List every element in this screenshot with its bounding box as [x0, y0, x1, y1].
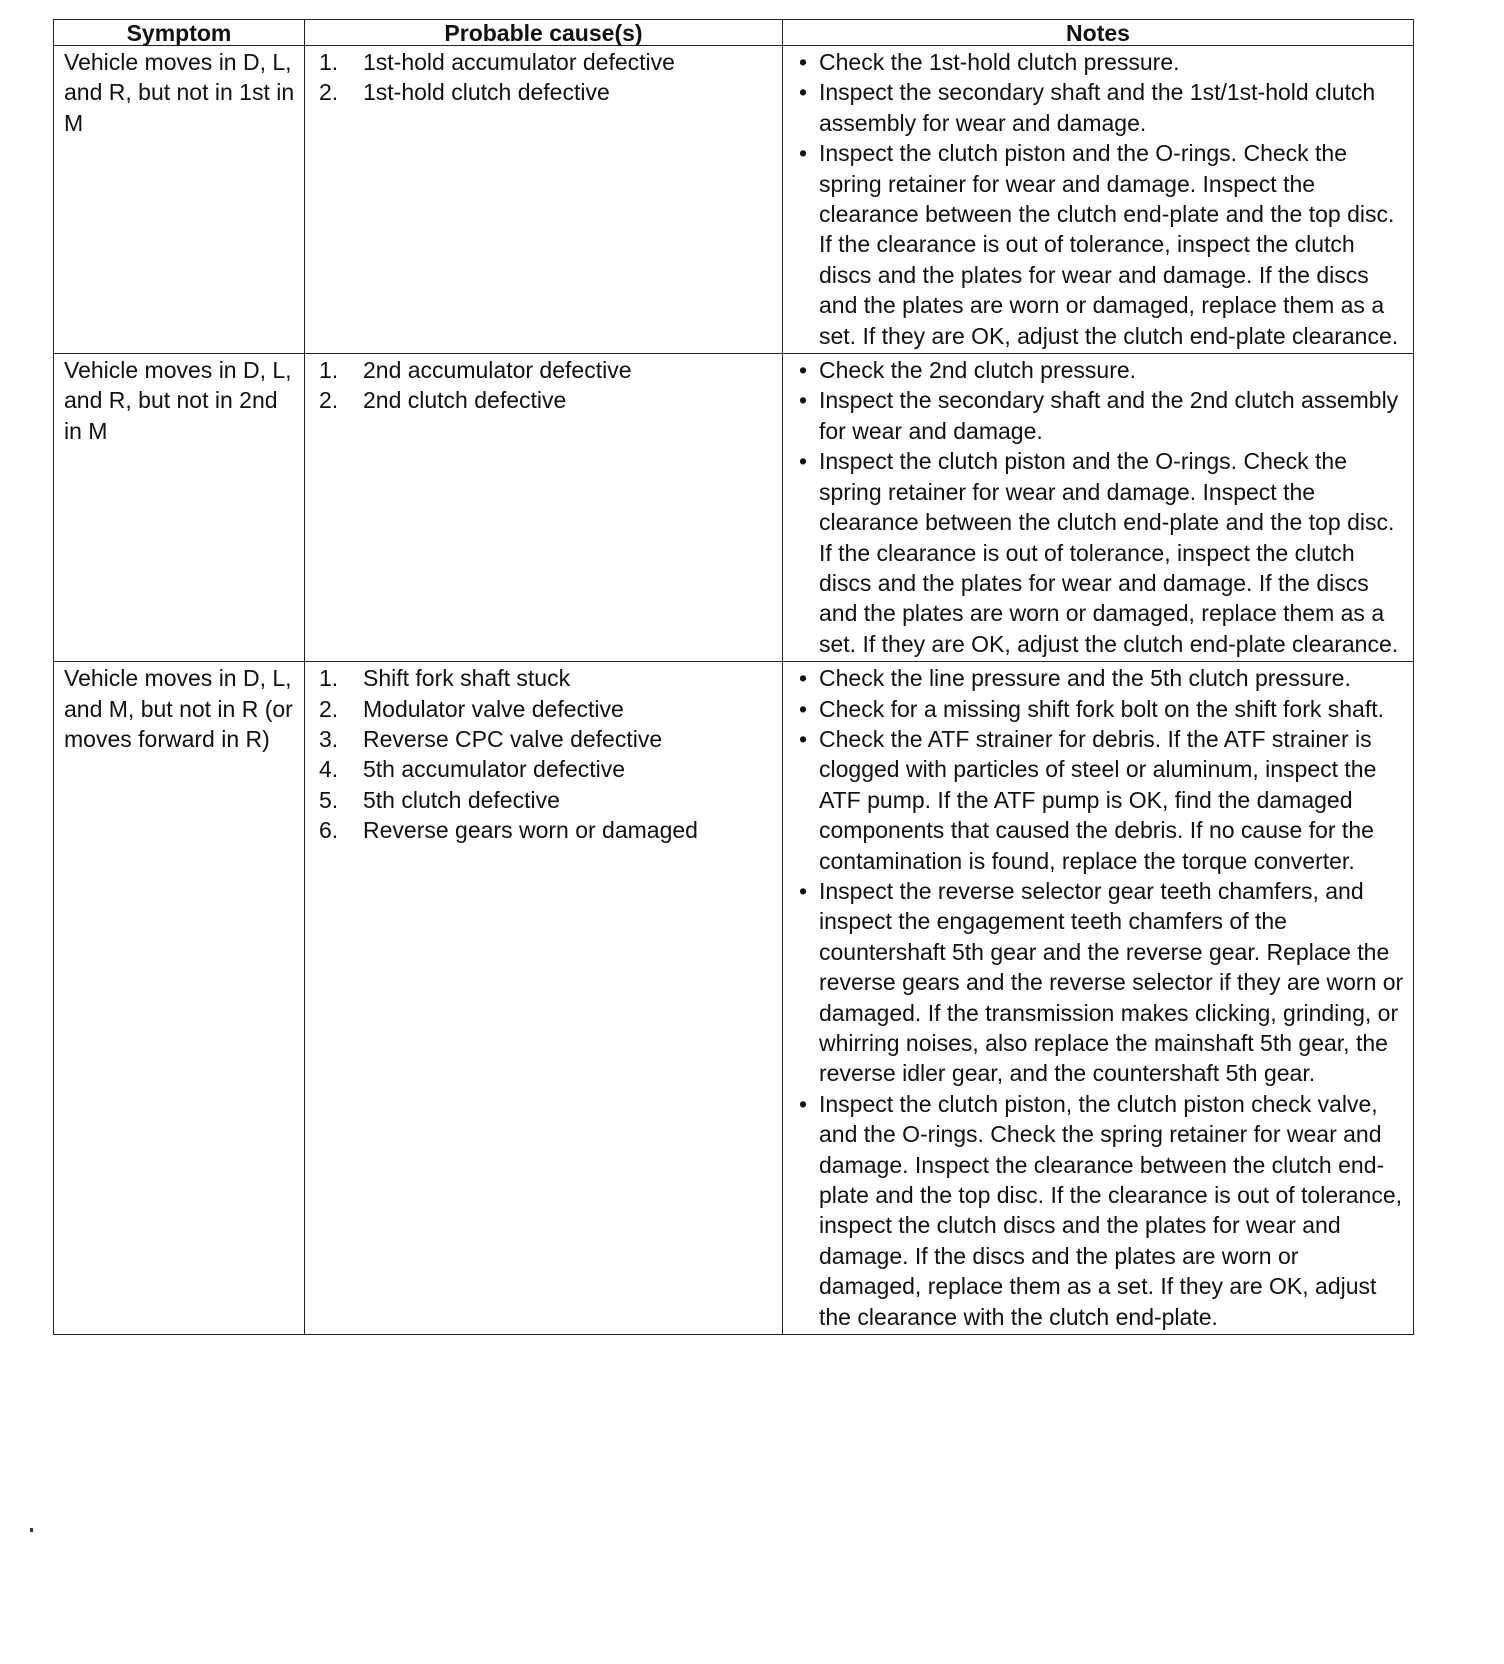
- cause-number: 1.: [319, 665, 339, 692]
- cause-item: [315, 47, 776, 77]
- cause-text: 2nd clutch defective: [363, 387, 567, 414]
- note-item: • Inspect the secondary shaft and the 1st/1st-hold clutch assembly for wear and damage.: [793, 77, 1407, 138]
- cause-text: 5th accumulator defective: [363, 756, 626, 783]
- table-row: [54, 662, 1414, 1335]
- table-row: [54, 46, 1414, 354]
- cause-number: 2.: [319, 79, 339, 106]
- cause-number: 4.: [319, 756, 339, 783]
- header-probable-causes: Probable cause(s): [305, 20, 783, 46]
- cause-text: Reverse CPC valve defective: [363, 725, 663, 752]
- cause-number: 3.: [319, 725, 339, 752]
- notes-list: [793, 355, 1407, 659]
- cause-text: Modulator valve defective: [363, 695, 624, 722]
- note-item: • Inspect the secondary shaft and the 2nd clutch assembly for wear and damage.: [793, 385, 1407, 446]
- cause-number: 2.: [319, 387, 339, 414]
- cause-number: 6.: [319, 817, 339, 844]
- notes-list: [793, 663, 1407, 1332]
- note-item: • Check the 2nd clutch pressure.: [793, 355, 1407, 385]
- cause-text: 2nd accumulator defective: [363, 357, 632, 384]
- cause-item: [315, 385, 776, 415]
- cause-number: 1.: [319, 49, 339, 75]
- notes-cell: [783, 46, 1414, 354]
- header-row: [54, 20, 1414, 46]
- note-item: • Inspect the clutch piston, the clutch piston check valve, and the O-rings. Check the spring retainer for wear and damage. Inspect the clearance between the clutch end-plate and the top disc. If the clearance is out of tolerance, inspect the clutch discs and the plates for wear and damage. If the discs and the plates are worn or damaged, replace them as a set. If they are OK, adjust the clearance with the clutch end-plate.: [793, 1089, 1407, 1332]
- header-symptom: Symptom: [54, 20, 305, 46]
- causes-list: [315, 47, 776, 108]
- cause-number: 2.: [319, 695, 339, 722]
- cause-number: 5.: [319, 786, 339, 813]
- causes-cell: [305, 662, 783, 1335]
- note-item: • Check the line pressure and the 5th clutch pressure.: [793, 663, 1407, 693]
- cause-text: Reverse gears worn or damaged: [363, 817, 698, 844]
- cause-item: [315, 663, 776, 693]
- cause-item: [315, 815, 776, 845]
- cause-number: 1.: [319, 357, 339, 384]
- causes-list: [315, 355, 776, 416]
- symptom-cell: Vehicle moves in D, L, and M, but not in R (or moves forward in R): [54, 662, 305, 1335]
- note-item: • Check for a missing shift fork bolt on the shift fork shaft.: [793, 694, 1407, 724]
- table-header: [54, 20, 1414, 46]
- note-item: • Inspect the clutch piston and the O-rings. Check the spring retainer for wear and damage. Inspect the clearance between the clutch end-plate and the top disc. If the clearance is out of tolerance, inspect the clutch discs and the plates for wear and damage. If the discs and the plates are worn or damaged, replace them as a set. If they are OK, adjust the clutch end-plate clearance.: [793, 138, 1407, 351]
- troubleshooting-table: [53, 19, 1414, 1335]
- symptom-cell: Vehicle moves in D, L, and R, but not in 1st in M: [54, 46, 305, 354]
- cause-text: 5th clutch defective: [363, 786, 560, 813]
- causes-cell: [305, 354, 783, 662]
- scan-speck: [30, 1528, 33, 1532]
- cause-item: [315, 694, 776, 724]
- note-item: • Inspect the clutch piston and the O-rings. Check the spring retainer for wear and damage. Inspect the clearance between the clutch end-plate and the top disc. If the clearance is out of tolerance, inspect the clutch discs and the plates for wear and damage. If the discs and the plates are worn or damaged, replace them as a set. If they are OK, adjust the clutch end-plate clearance.: [793, 446, 1407, 659]
- cause-item: [315, 724, 776, 754]
- note-item: • Check the 1st-hold clutch pressure.: [793, 47, 1407, 77]
- table-row: [54, 354, 1414, 662]
- notes-list: [793, 47, 1407, 351]
- cause-item: [315, 754, 776, 784]
- symptom-cell: Vehicle moves in D, L, and R, but not in 2nd in M: [54, 354, 305, 662]
- cause-text: 1st-hold accumulator defective: [363, 49, 675, 75]
- header-notes: Notes: [783, 20, 1414, 46]
- table-body: [54, 46, 1414, 1335]
- notes-cell: [783, 662, 1414, 1335]
- cause-item: [315, 77, 776, 107]
- causes-list: [315, 663, 776, 845]
- note-item: • Check the ATF strainer for debris. If the ATF strainer is clogged with particles of steel or aluminum, inspect the ATF pump. If the ATF pump is OK, find the damaged components that caused the debris. If no cause for the contamination is found, replace the torque converter.: [793, 724, 1407, 876]
- notes-cell: [783, 354, 1414, 662]
- cause-item: [315, 355, 776, 385]
- cause-item: [315, 785, 776, 815]
- cause-text: Shift fork shaft stuck: [363, 665, 571, 692]
- causes-cell: [305, 46, 783, 354]
- cause-text: 1st-hold clutch defective: [363, 79, 610, 106]
- note-item: • Inspect the reverse selector gear teeth chamfers, and inspect the engagement teeth chamfers of the countershaft 5th gear and the reverse gear. Replace the reverse gears and the reverse selector if they are worn or damaged. If the transmission makes clicking, grinding, or whirring noises, also replace the mainshaft 5th gear, the reverse idler gear, and the countershaft 5th gear.: [793, 876, 1407, 1089]
